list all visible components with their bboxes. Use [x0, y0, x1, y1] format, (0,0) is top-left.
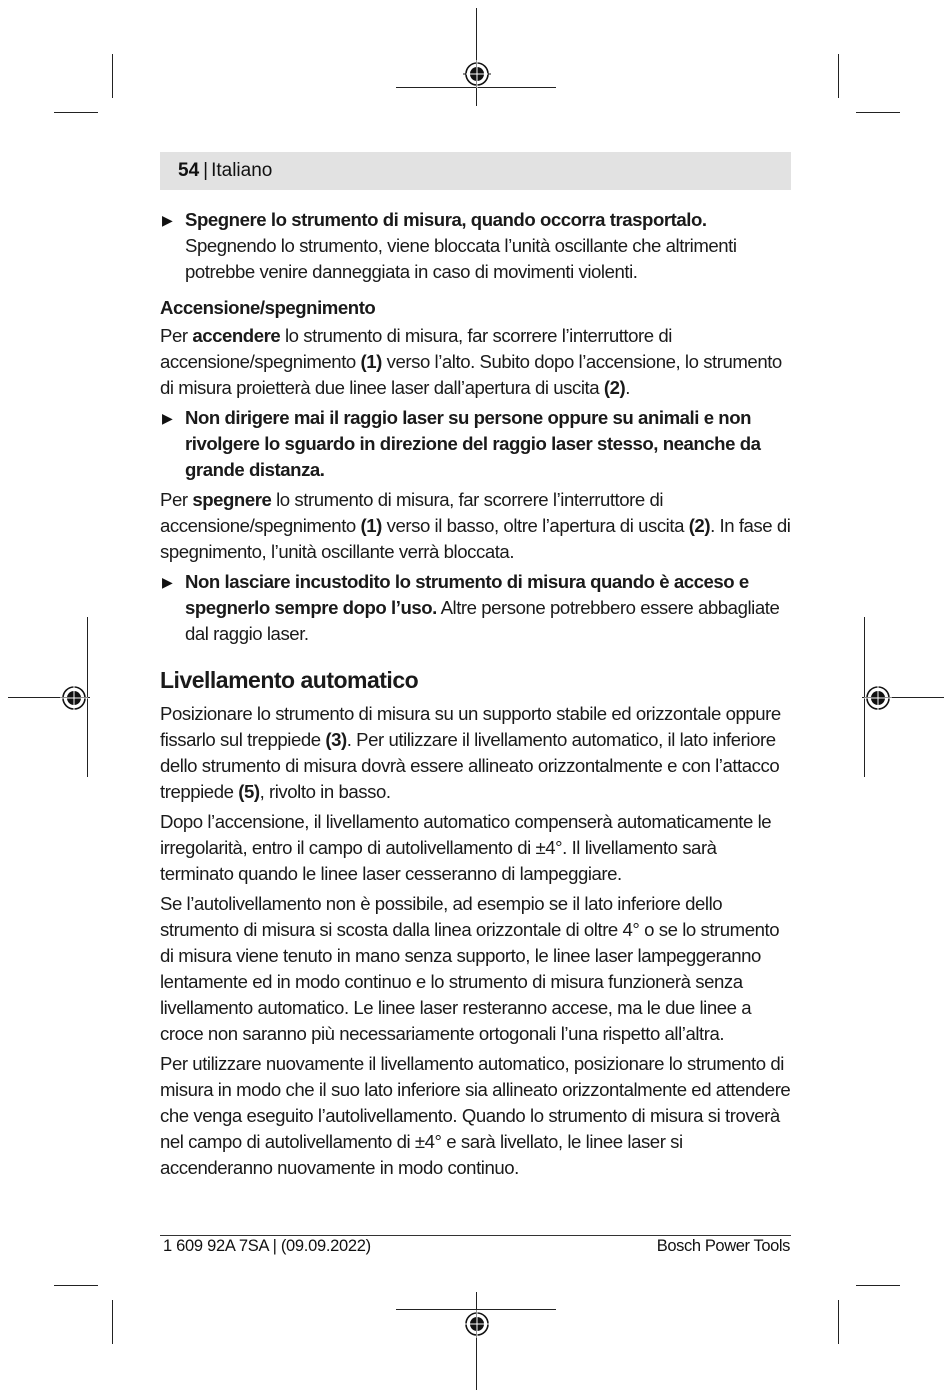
registration-mark-icon [463, 60, 491, 88]
paragraph-switch-on [160, 323, 791, 401]
paragraph-compensation: Dopo l’accensione, il livellamento automatico compenserà automaticamente le irregolarità, entro il campo di autolivellamento di ±4°. Il livellamento sarà terminato quando le linee laser cesseranno di lampeggiare. [160, 811, 772, 884]
bold-run: accendere [192, 325, 281, 346]
text-run: . [625, 377, 630, 398]
registration-mark-icon [60, 684, 88, 712]
page-content [160, 207, 791, 1185]
crop-mark-bottom-left-horizontal [54, 1285, 98, 1286]
reg-line-top-vertical [476, 8, 477, 106]
warning-bold-text: Non dirigere mai il raggio laser su persone oppure su animali e non rivolgere lo sguardo in direzione del raggio laser stesso, neanche da grande distanza. [185, 407, 761, 480]
registration-mark-icon [864, 684, 892, 712]
crop-mark-bottom-left-vertical [112, 1300, 113, 1344]
page-header [160, 152, 791, 190]
reference-number: (2) [603, 377, 626, 398]
paragraph-relevelling: Per utilizzare nuovamente il livellamento automatico, posizionare lo strumento di misura in modo che il suo lato inferiore sia allineato orizzontalmente ed attendere che venga eseguito l’autolivellamento. Quando lo strumento di misura si troverà nel campo di autolivellamento di ±4° e sarà livellato, le linee laser si accenderanno nuovamente in modo continuo. [160, 1053, 791, 1178]
safety-warning-unattended [160, 569, 791, 647]
text-run: lo strumento di misura, far scorrere l’interruttore di accensione/spegnimento [160, 325, 672, 372]
warning-bold-text: Spegnere lo strumento di misura, quando occorra trasportalo. [185, 209, 707, 230]
footer-document-code: 1 609 92A 7SA | (09.09.2022) [163, 1237, 371, 1255]
reg-line-bottom-vertical [476, 1292, 477, 1390]
subheading-on-off: Accensione/spegnimento [160, 297, 376, 318]
crop-mark-bottom-right-vertical [838, 1300, 839, 1344]
text-run: Per [160, 489, 193, 510]
text-run: lo strumento di misura, far scorrere l’interruttore di accensione/spegnimento [160, 489, 664, 536]
crop-mark-top-right-horizontal [856, 112, 900, 113]
warning-triangle-bullet-icon: ▶ [162, 410, 173, 426]
crop-mark-bottom-right-horizontal [856, 1285, 900, 1286]
paragraph-positioning [160, 701, 791, 805]
reference-number: (5) [238, 781, 260, 802]
section-title: Livellamento automatico [160, 667, 419, 693]
warning-triangle-bullet-icon: ▶ [162, 212, 173, 228]
reference-number: (3) [325, 729, 347, 750]
text-run: , rivolto in basso. [259, 781, 391, 802]
warning-text: Altre persone potrebbero essere abbagliate dal raggio laser. [185, 597, 780, 644]
footer-rule [160, 1235, 791, 1236]
paragraph-levelling-failure: Se l’autolivellamento non è possibile, ad esempio se il lato inferiore dello strumento di misura si scosta dalla linea orizzontale di oltre 4° o se lo strumento di misura viene tenuto in mano senza supporto, le linee laser lampeggeranno lentamente ed in modo continuo e lo strumento di misura funzionerà senza livellamento automatico. Le linee laser resteranno accese, ma le due linee a croce non saranno più necessariamente ortogonali l’una rispetto all’altra. [160, 893, 780, 1044]
text-run: . Per utilizzare il livellamento automatico, il lato inferiore dello strumento di misura dovrà essere allineato orizzontalmente e con l’attacco treppiede [160, 729, 780, 802]
text-run: verso il basso, oltre l’apertura di uscita [381, 515, 689, 536]
text-run: verso l’alto. Subito dopo l’accensione, lo strumento di misura proietterà due linee laser dall’apertura di uscita [160, 351, 782, 398]
crop-mark-top-right-vertical [838, 54, 839, 98]
warning-bold-text: Non lasciare incustodito lo strumento di misura quando è acceso e spegnerlo sempre dopo l’uso. [185, 571, 749, 618]
text-run: Posizionare lo strumento di misura su un supporto stabile ed orizzontale oppure fissarlo sul treppiede [160, 703, 781, 750]
reference-number: (1) [360, 515, 382, 536]
crop-mark-top-left-horizontal [54, 112, 98, 113]
header-language: Italiano [211, 160, 273, 181]
reference-number: (2) [688, 515, 711, 536]
registration-mark-icon [463, 1310, 491, 1338]
bold-run: spegnere [192, 489, 272, 510]
crop-mark-top-left-vertical [112, 54, 113, 98]
text-run: Per [160, 325, 193, 346]
header-separator: | [203, 160, 209, 181]
text-run: . In fase di spegnimento, l’unità oscillante verrà bloccata. [160, 515, 791, 562]
footer-brand: Bosch Power Tools [656, 1237, 790, 1255]
safety-warning-transport [160, 207, 791, 285]
warning-triangle-bullet-icon: ▶ [162, 574, 173, 590]
safety-warning-laser-eyes [160, 405, 791, 483]
reference-number: (1) [360, 351, 382, 372]
paragraph-switch-off [160, 487, 791, 565]
warning-text: Spegnendo lo strumento, viene bloccata l’unità oscillante che altrimenti potrebbe venire danneggiata in caso di movimenti violenti. [185, 235, 737, 282]
page-number: 54 [178, 160, 200, 181]
